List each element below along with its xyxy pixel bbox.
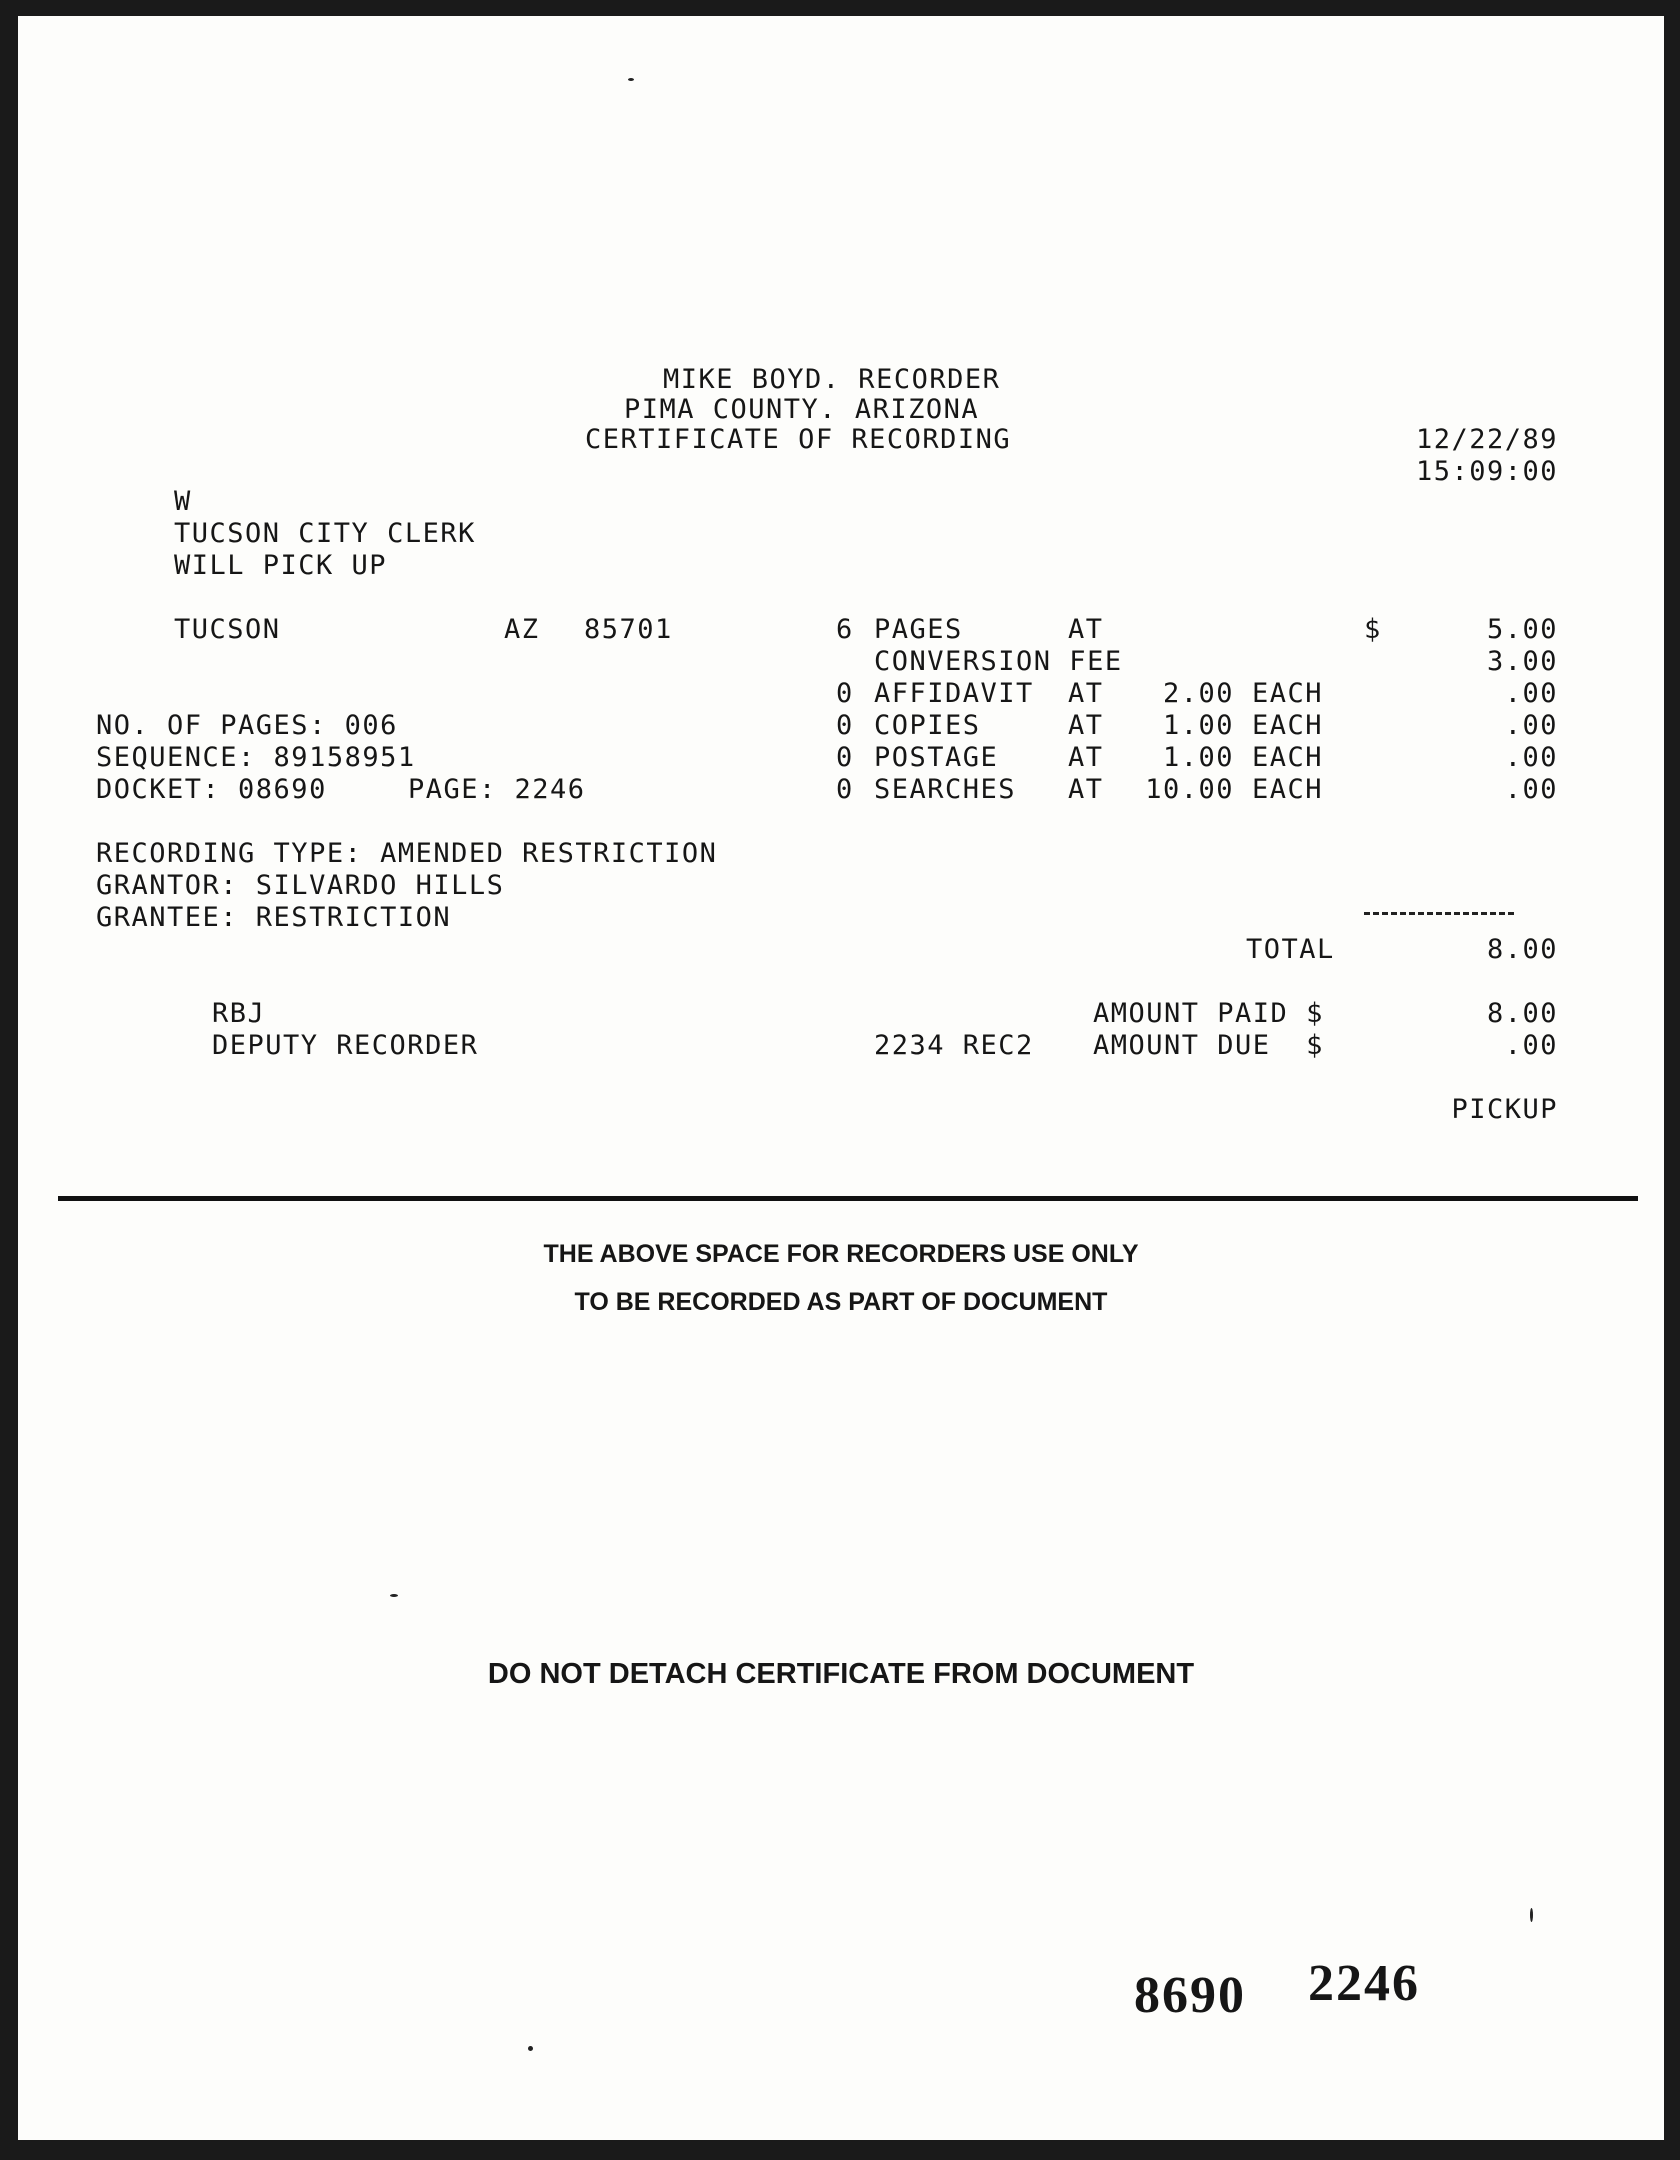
fee-rate: 1.00 xyxy=(1162,742,1234,773)
scan-speck xyxy=(528,2046,533,2051)
recorders-use-notice: THE ABOVE SPACE FOR RECORDERS USE ONLY xyxy=(543,1240,1139,1268)
fee-qty: 0 xyxy=(836,774,854,805)
fee-amount: .00 xyxy=(1504,678,1558,709)
addressee-state: AZ xyxy=(504,614,540,645)
amount-paid: 8.00 xyxy=(1486,998,1558,1029)
total-rule xyxy=(1364,912,1514,915)
addressee-zip: 85701 xyxy=(584,614,673,645)
fee-rate: 10.00 xyxy=(1145,774,1234,805)
do-not-detach-notice: DO NOT DETACH CERTIFICATE FROM DOCUMENT xyxy=(487,1658,1195,1690)
fee-at: AT xyxy=(1068,678,1104,709)
fee-qty: 0 xyxy=(836,710,854,741)
sequence-number: SEQUENCE: 89158951 xyxy=(96,742,416,773)
fee-qty: 0 xyxy=(836,742,854,773)
amount-due: .00 xyxy=(1504,1030,1558,1061)
number-of-pages: NO. OF PAGES: 006 xyxy=(96,710,398,741)
stamp-docket: 8690 xyxy=(1134,1967,1246,2024)
addressee-instruction: WILL PICK UP xyxy=(174,550,388,581)
grantee: GRANTEE: RESTRICTION xyxy=(96,902,452,933)
scan-speck xyxy=(1530,1908,1533,1922)
docket-number: DOCKET: 08690 xyxy=(96,774,327,805)
scan-speck xyxy=(628,78,634,81)
amount-paid-label: AMOUNT PAID $ xyxy=(1093,998,1324,1029)
recorded-part-notice: TO BE RECORDED AS PART OF DOCUMENT xyxy=(574,1288,1108,1316)
addressee-name: TUCSON CITY CLERK xyxy=(174,518,476,549)
station-code: 2234 REC2 xyxy=(874,1030,1034,1061)
fee-item: POSTAGE xyxy=(874,742,999,773)
currency-symbol: $ xyxy=(1364,614,1382,645)
addressee-city: TUCSON xyxy=(174,614,281,645)
scan-speck xyxy=(390,1594,398,1597)
certificate-title: CERTIFICATE OF RECORDING xyxy=(585,424,1012,455)
fee-item: SEARCHES xyxy=(874,774,1017,805)
fee-item: COPIES xyxy=(874,710,981,741)
recording-type: RECORDING TYPE: AMENDED RESTRICTION xyxy=(96,838,718,869)
fee-each: EACH xyxy=(1252,742,1324,773)
fee-at: AT xyxy=(1068,742,1104,773)
amount-due-label: AMOUNT DUE $ xyxy=(1093,1030,1324,1061)
grantor: GRANTOR: SILVARDO HILLS xyxy=(96,870,505,901)
fee-amount: .00 xyxy=(1504,710,1558,741)
fee-rate: 1.00 xyxy=(1162,710,1234,741)
fee-each: EACH xyxy=(1252,678,1324,709)
addressee-code: W xyxy=(174,486,192,517)
fee-amount: .00 xyxy=(1504,774,1558,805)
certificate-page xyxy=(18,16,1664,2140)
fee-amount: 3.00 xyxy=(1486,646,1558,677)
fee-item: AFFIDAVIT xyxy=(874,678,1034,709)
stamp-page: 2246 xyxy=(1308,1955,1420,2012)
recorder-name: MIKE BOYD. RECORDER xyxy=(663,364,1001,395)
record-time: 15:09:00 xyxy=(1415,456,1558,487)
fee-each: EACH xyxy=(1252,710,1324,741)
county-name: PIMA COUNTY. ARIZONA xyxy=(624,394,980,425)
record-date: 12/22/89 xyxy=(1415,424,1558,455)
section-divider xyxy=(58,1196,1638,1201)
fee-qty: 0 xyxy=(836,678,854,709)
fee-at: AT xyxy=(1068,710,1104,741)
fee-amount: .00 xyxy=(1504,742,1558,773)
deputy-title: DEPUTY RECORDER xyxy=(212,1030,479,1061)
delivery-method: PICKUP xyxy=(1451,1094,1558,1125)
deputy-initials: RBJ xyxy=(212,998,266,1029)
fee-rate: 2.00 xyxy=(1162,678,1234,709)
fee-at: AT xyxy=(1068,774,1104,805)
fee-each: EACH xyxy=(1252,774,1324,805)
fee-qty: 6 xyxy=(836,614,854,645)
page-number: PAGE: 2246 xyxy=(408,774,586,805)
fee-amount: 5.00 xyxy=(1486,614,1558,645)
fee-item: CONVERSION FEE xyxy=(874,646,1123,677)
fee-item: PAGES xyxy=(874,614,963,645)
total-label: TOTAL xyxy=(1246,934,1335,965)
total-amount: 8.00 xyxy=(1486,934,1558,965)
fee-at: AT xyxy=(1068,614,1104,645)
